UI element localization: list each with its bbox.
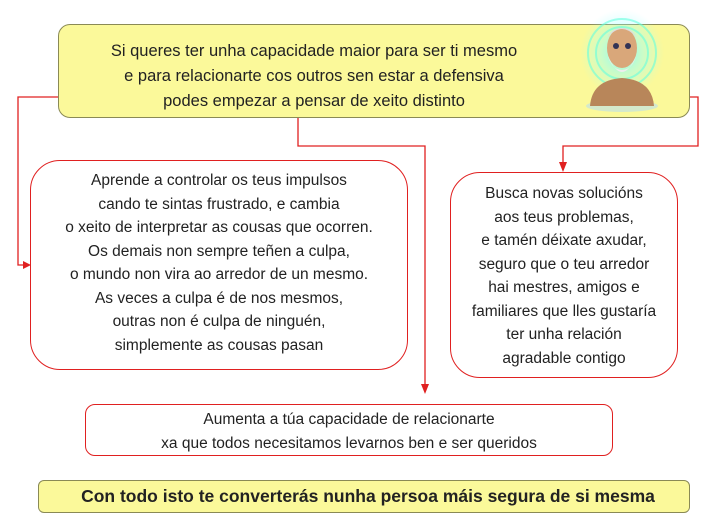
left-line: Aprende a controlar os teus impulsos: [91, 172, 347, 189]
left-line: o xeito de interpretar as cousas que ocorren.: [65, 219, 373, 236]
right-line: hai mestres, amigos e: [488, 279, 640, 296]
middle-line: xa que todos necesitamos levarnos ben e ser queridos: [161, 434, 537, 452]
intro-line: podes empezar a pensar de xeito distinto: [163, 92, 465, 110]
impulse-control-box: [30, 160, 408, 370]
left-line: As veces a culpa é de nos mesmos,: [94, 289, 344, 307]
right-line: Busca novas solucións: [485, 185, 643, 202]
left-line: simplemente as cousas pasan: [114, 336, 324, 354]
left-line: outras non é culpa de ninguén,: [112, 313, 326, 330]
left-line: cando te sintas frustrado, e cambia: [98, 195, 340, 213]
conclusion-text: Con todo isto te converterás nunha persoa máis segura de si mesma: [81, 486, 655, 506]
sage-avatar-icon: [572, 8, 672, 116]
arrowhead-middle: [421, 384, 429, 394]
left-line: o mundo non vira ao arredor de un mesmo.: [69, 266, 369, 283]
right-line: agradable contigo: [502, 349, 626, 367]
intro-line: e para relacionarte cos outros sen estar a defensiva: [124, 67, 504, 85]
intro-line: Si queres ter unha capacidade maior para ser ti mesmo: [110, 42, 518, 60]
seek-solutions-box: [450, 172, 678, 378]
right-line: ter unha relación: [506, 326, 622, 343]
middle-line: Aumenta a túa capacidade de relacionarte: [203, 411, 495, 428]
arrowhead-right: [559, 162, 567, 172]
right-line: e tamén déixate axudar,: [481, 232, 647, 249]
relationship-box: [85, 404, 613, 456]
left-line: Os demais non sempre teñen a culpa,: [88, 242, 350, 260]
right-line: aos teus problemas,: [494, 208, 634, 226]
right-line: seguro que o teu arredor: [478, 255, 650, 273]
conclusion-box: [38, 480, 690, 513]
right-line: familiares que lles gustaría: [471, 302, 657, 320]
